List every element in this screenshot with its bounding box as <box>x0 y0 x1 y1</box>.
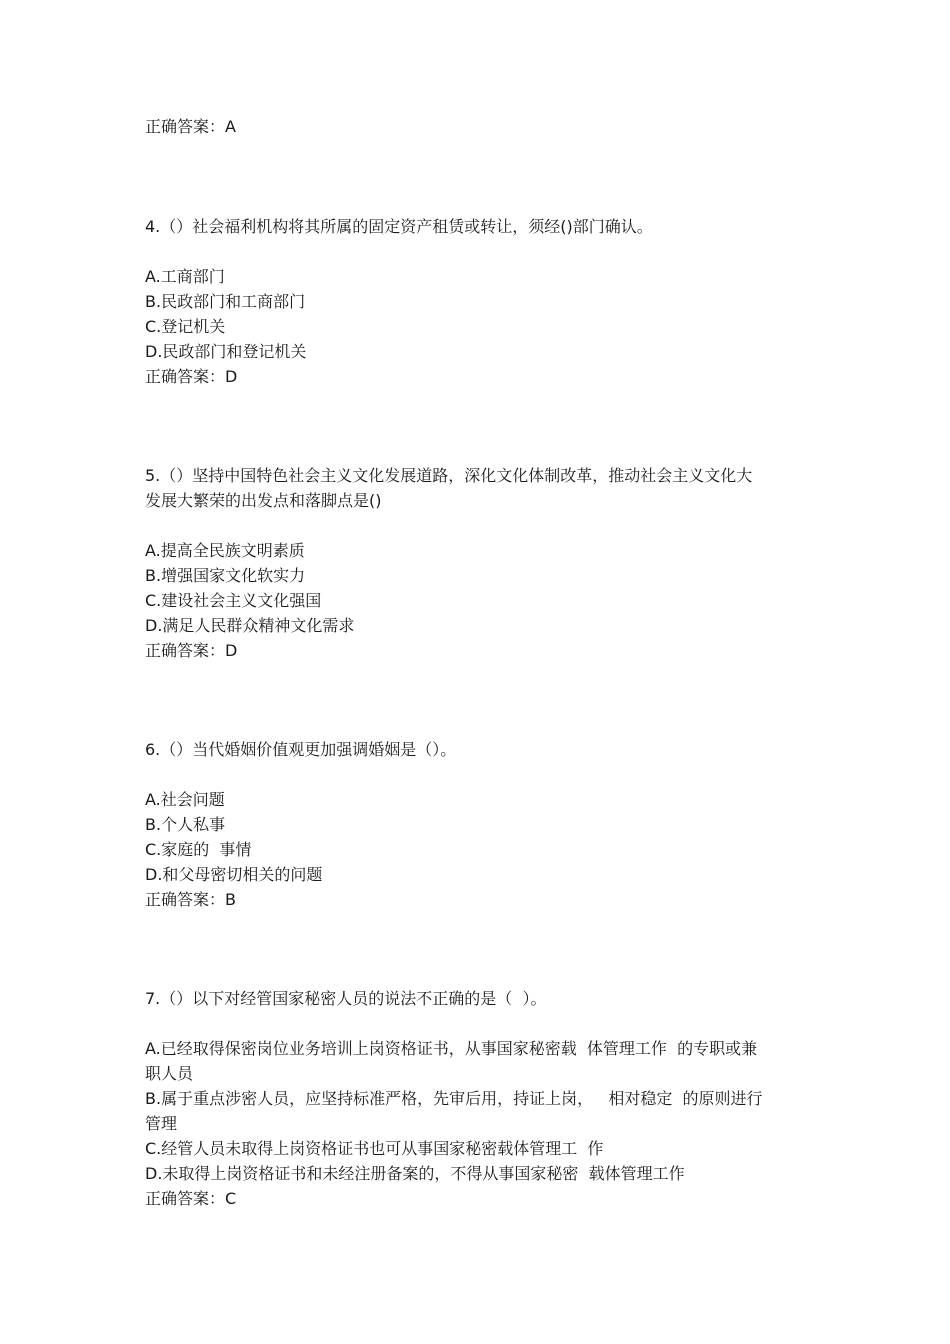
option-c: C.家庭的 事情 <box>145 840 252 859</box>
option-b: B.增强国家文化软实力 <box>145 566 306 585</box>
question-stem: 7.（）以下对经管国家秘密人员的说法不正确的是（ ）。 <box>145 989 547 1008</box>
option-d: D.未取得上岗资格证书和未经注册备案的，不得从事国家秘密 载体管理工作 <box>145 1164 685 1183</box>
option-c: C.经管人员未取得上岗资格证书也可从事国家秘密载体管理工 作 <box>145 1139 604 1158</box>
correct-answer: 正确答案：C <box>145 1189 237 1208</box>
previous-answer: 正确答案：A <box>145 117 236 136</box>
option-c: C.建设社会主义文化强国 <box>145 591 322 610</box>
option-d: D.和父母密切相关的问题 <box>145 865 323 884</box>
option-b: B.民政部门和工商部门 <box>145 292 306 311</box>
correct-answer: 正确答案：D <box>145 367 238 386</box>
option-d: D.民政部门和登记机关 <box>145 342 307 361</box>
option-a: A.已经取得保密岗位业务培训上岗资格证书，从事国家秘密载 体管理工作 的专职或兼 <box>145 1039 758 1058</box>
option-a: A.工商部门 <box>145 267 225 286</box>
option-b: B.个人私事 <box>145 815 226 834</box>
option-a: A.提高全民族文明素质 <box>145 541 305 560</box>
correct-answer: 正确答案：D <box>145 641 238 660</box>
option-b-continued: 管理 <box>145 1114 178 1133</box>
option-a: A.社会问题 <box>145 790 225 809</box>
option-d: D.满足人民群众精神文化需求 <box>145 616 355 635</box>
option-a-continued: 职人员 <box>145 1064 194 1083</box>
option-c: C.登记机关 <box>145 317 226 336</box>
question-stem: 4.（）社会福利机构将其所属的固定资产租赁或转让，须经()部门确认。 <box>145 217 653 236</box>
option-b: B.属于重点涉密人员，应坚持标准严格，先审后用，持证上岗， 相对稳定 的原则进行 <box>145 1089 763 1108</box>
correct-answer: 正确答案：B <box>145 890 236 909</box>
question-stem: 5.（）坚持中国特色社会主义文化发展道路，深化文化体制改革，推动社会主义文化大 <box>145 466 753 485</box>
question-stem-continued: 发展大繁荣的出发点和落脚点是() <box>145 491 382 510</box>
question-stem: 6.（）当代婚姻价值观更加强调婚姻是（）。 <box>145 740 457 759</box>
